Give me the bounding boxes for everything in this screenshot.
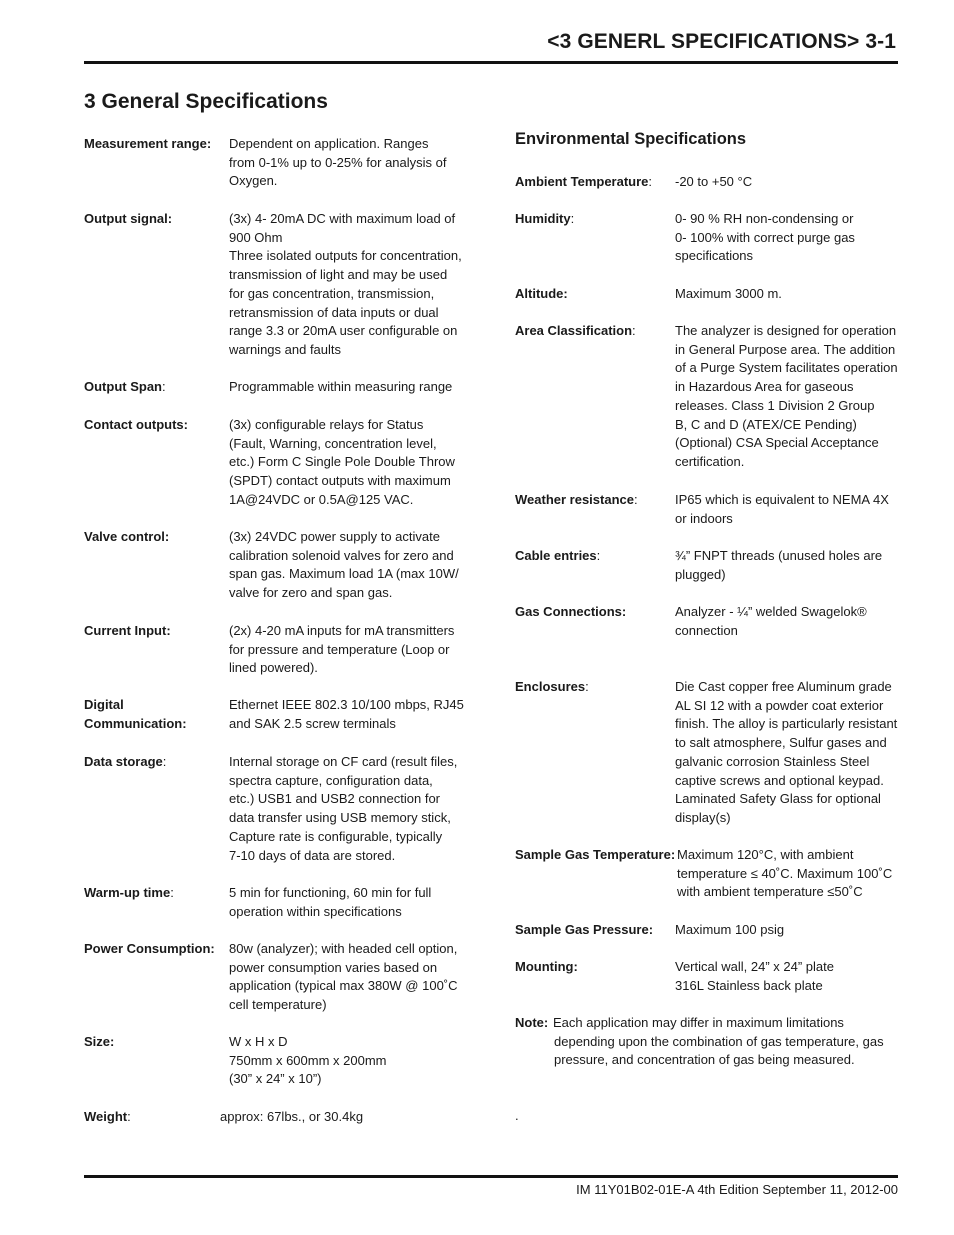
spec-value-line: (SPDT) contact outputs with maximum xyxy=(229,473,451,489)
spec-value-line: calibration solenoid valves for zero and xyxy=(229,547,454,563)
spec-value-line: captive screws and optional keypad. xyxy=(675,772,884,788)
spec-value xyxy=(229,378,452,397)
spec-value xyxy=(675,173,752,192)
spec-label-suffix: : xyxy=(127,1109,131,1124)
spec-value-line: Analyzer - ¼” welded Swagelok® xyxy=(675,604,867,619)
header-divider xyxy=(84,61,898,64)
spec-value-line: AL SI 12 with a powder coat exterior xyxy=(675,697,884,713)
spec-label xyxy=(84,696,187,733)
spec-value xyxy=(675,678,897,828)
spec-value-line: W x H x D xyxy=(229,1034,288,1049)
spec-label-text: Contact outputs: xyxy=(84,417,188,432)
spec-value-line: Dependent on application. Ranges xyxy=(229,136,429,151)
spec-value xyxy=(229,210,462,360)
spec-value xyxy=(229,416,455,510)
spec-value-line: Oxygen. xyxy=(229,173,278,189)
spec-value-line: warnings and faults xyxy=(229,341,342,357)
spec-value-line: Die Cast copper free Aluminum grade xyxy=(675,679,892,694)
spec-label xyxy=(515,322,636,341)
spec-label-text: Communication: xyxy=(84,715,187,731)
spec-value-line: approx: 67lbs., or 30.4kg xyxy=(220,1109,364,1124)
spec-label-suffix: : xyxy=(632,323,636,338)
stray-period: . xyxy=(515,1108,519,1123)
spec-value-line: (3x) configurable relays for Status xyxy=(229,417,424,432)
spec-label xyxy=(515,491,638,510)
spec-value-line: to salt atmosphere, Sulfur gases and xyxy=(675,735,887,751)
section-title: 3 General Specifications xyxy=(84,90,328,113)
spec-value-line: display(s) xyxy=(675,809,731,825)
spec-value xyxy=(229,884,431,921)
spec-label-text: Ambient Temperature: xyxy=(515,174,653,189)
spec-value-line: 7-10 days of data are stored. xyxy=(229,847,396,863)
spec-label-suffix: : xyxy=(585,679,589,694)
spec-label xyxy=(84,1033,114,1052)
spec-label xyxy=(84,1108,131,1127)
spec-value-line: finish. The alloy is particularly resistant xyxy=(675,716,898,732)
spec-value-line: for gas concentration, transmission, xyxy=(229,285,435,301)
spec-value-line: Maximum 100 psig xyxy=(675,922,785,937)
spec-value-line: 1A@24VDC or 0.5A@125 VAC. xyxy=(229,491,414,507)
spec-value xyxy=(675,491,889,528)
spec-value-line: range 3.3 or 20mA user configurable on xyxy=(229,323,458,339)
spec-value-line: 0- 90 % RH non-condensing or xyxy=(675,211,854,226)
spec-value-line: connection xyxy=(675,622,738,638)
document-footer: IM 11Y01B02-01E-A 4th Edition September 11, 2012-00 xyxy=(576,1182,898,1197)
spec-value-line: 0- 100% with correct purge gas xyxy=(675,229,855,245)
spec-label-suffix: : xyxy=(170,885,174,900)
spec-value-line: Laminated Safety Glass for optional xyxy=(675,791,881,807)
spec-label xyxy=(84,622,171,641)
spec-label-suffix: : xyxy=(570,211,575,226)
spec-label-text: Sample Gas Temperature: xyxy=(515,847,676,862)
spec-value xyxy=(675,603,867,640)
spec-label xyxy=(515,603,626,622)
spec-value-line: temperature ≤ 40˚C. Maximum 100˚C xyxy=(677,865,893,881)
spec-value xyxy=(675,547,882,584)
spec-value-line: Programmable within measuring range xyxy=(229,379,453,394)
spec-value-line: from 0-1% up to 0-25% for analysis of xyxy=(229,154,447,170)
spec-value-line: or indoors xyxy=(675,510,733,526)
spec-label-text: Output Span: xyxy=(84,379,166,394)
spec-value-line: certification. xyxy=(675,453,745,469)
spec-label xyxy=(84,940,215,959)
spec-label xyxy=(515,846,675,865)
environmental-specs-title: Environmental Specifications xyxy=(515,130,747,148)
spec-label-suffix: : xyxy=(162,379,166,394)
spec-value-line: data transfer using USB memory stick, xyxy=(229,810,451,826)
spec-label xyxy=(515,678,589,697)
spec-label-text: Measurement range: xyxy=(84,136,212,151)
spec-value-line: releases. Class 1 Division 2 Group xyxy=(675,397,875,413)
spec-label-text: Cable entries: xyxy=(515,548,601,563)
spec-value-line: (Fault, Warning, concentration level, xyxy=(229,435,437,451)
spec-value xyxy=(675,958,834,995)
spec-value-line: 80w (analyzer); with headed cell option, xyxy=(229,941,458,956)
spec-label xyxy=(515,210,574,229)
spec-value-line: in General Purpose area. The addition xyxy=(675,341,896,357)
spec-label-text: Mounting: xyxy=(515,959,578,974)
spec-label xyxy=(84,378,166,397)
spec-label-text: Digital xyxy=(84,697,124,712)
spec-label xyxy=(84,528,169,547)
spec-value-line: etc.) Form C Single Pole Double Throw xyxy=(229,454,455,470)
spec-value-line: retransmission of data inputs or dual xyxy=(229,304,439,320)
spec-value xyxy=(677,846,892,902)
spec-value xyxy=(229,622,454,678)
note-label: Note: xyxy=(515,1015,549,1030)
spec-value-line: 750mm x 600mm x 200mm xyxy=(229,1052,387,1068)
spec-label-text: Power Consumption: xyxy=(84,941,215,956)
spec-value xyxy=(675,921,784,940)
spec-label xyxy=(515,173,652,192)
spec-label-text: Current Input: xyxy=(84,623,171,638)
spec-value xyxy=(675,322,898,472)
spec-value-line: etc.) USB1 and USB2 connection for xyxy=(229,791,441,807)
spec-value-line: Three isolated outputs for concentration, xyxy=(229,248,462,264)
spec-value xyxy=(229,696,464,733)
spec-label-text: Humidity: xyxy=(515,211,575,226)
spec-value-line: Maximum 3000 m. xyxy=(675,286,782,301)
spec-value-line: (2x) 4-20 mA inputs for mA transmitters xyxy=(229,623,455,638)
spec-value-line: ¾” FNPT threads (unused holes are xyxy=(675,548,883,563)
spec-value xyxy=(229,940,458,1015)
spec-label xyxy=(84,884,174,903)
spec-label xyxy=(515,958,578,977)
spec-label xyxy=(84,210,172,229)
spec-label-text: Data storage: xyxy=(84,754,167,769)
spec-value-line: for pressure and temperature (Loop or xyxy=(229,641,450,657)
spec-value-line: IP65 which is equivalent to NEMA 4X xyxy=(675,492,889,507)
spec-label xyxy=(515,285,568,304)
spec-label-text: Enclosures: xyxy=(515,679,589,694)
spec-value xyxy=(229,135,447,191)
note-line: pressure, and concentration of gas being measured. xyxy=(554,1052,855,1068)
spec-label xyxy=(515,547,600,566)
spec-value-line: Internal storage on CF card (result files, xyxy=(229,754,458,769)
spec-value-line: (Optional) CSA Special Acceptance xyxy=(675,435,879,451)
spec-label xyxy=(84,753,166,772)
spec-value xyxy=(229,1033,387,1089)
spec-label-suffix: : xyxy=(648,174,653,189)
spec-label-text: Valve control: xyxy=(84,529,170,544)
spec-label-text: Sample Gas Pressure: xyxy=(515,922,654,937)
note-line: Each application may differ in maximum limitations xyxy=(553,1015,844,1030)
spec-value-line: transmission of light and may be used xyxy=(229,267,448,283)
spec-label-text: Output signal: xyxy=(84,211,173,226)
spec-value-line: spectra capture, configuration data, xyxy=(229,772,433,788)
note-line: depending upon the combination of gas temperature, gas xyxy=(554,1033,884,1049)
spec-label-text: Weight: xyxy=(84,1109,131,1124)
spec-label-text: Warm-up time: xyxy=(84,885,174,900)
spec-label-text: Size: xyxy=(84,1034,115,1049)
spec-label-text: Weather resistance: xyxy=(515,492,638,507)
spec-value-line: span gas. Maximum load 1A (max 10W/ xyxy=(229,566,459,582)
spec-value-line: Ethernet IEEE 802.3 10/100 mbps, RJ45 xyxy=(229,697,464,712)
spec-value-line: of a Purge System facilitates operation xyxy=(675,360,898,376)
spec-value-line: 900 Ohm xyxy=(229,229,283,245)
page-header-title: <3 GENERL SPECIFICATIONS> 3-1 xyxy=(547,30,896,53)
spec-value-line: plugged) xyxy=(675,566,726,582)
spec-label xyxy=(84,416,188,435)
spec-value-line: operation within specifications xyxy=(229,903,402,919)
spec-value-line: in Hazardous Area for gaseous xyxy=(675,379,854,395)
spec-value-line: (3x) 4- 20mA DC with maximum load of xyxy=(229,211,456,226)
spec-value-line: lined powered). xyxy=(229,660,318,676)
spec-value-line: The analyzer is designed for operation xyxy=(675,323,897,338)
spec-label-text: Altitude: xyxy=(515,286,568,301)
spec-value-line: 5 min for functioning, 60 min for full xyxy=(229,885,432,900)
spec-value-line: application (typical max 380W @ 100˚C xyxy=(229,978,458,994)
spec-value-line: Capture rate is configurable, typically xyxy=(229,828,443,844)
spec-label-suffix: : xyxy=(162,754,167,769)
spec-label xyxy=(84,135,211,154)
spec-label-text: Area Classification: xyxy=(515,323,636,338)
spec-value-line: valve for zero and span gas. xyxy=(229,585,393,601)
spec-value xyxy=(229,528,459,603)
spec-label xyxy=(515,921,653,940)
spec-value-line: (30” x 24” x 10”) xyxy=(229,1071,322,1087)
spec-label-text: Gas Connections: xyxy=(515,604,627,619)
spec-value-line: power consumption varies based on xyxy=(229,959,438,975)
spec-value xyxy=(229,753,457,865)
spec-value-line: Vertical wall, 24” x 24” plate xyxy=(675,959,834,974)
spec-value xyxy=(220,1108,363,1127)
footer-divider xyxy=(84,1175,898,1178)
spec-value xyxy=(675,285,782,304)
spec-value-line: and SAK 2.5 screw terminals xyxy=(229,715,396,731)
spec-value-line: specifications xyxy=(675,248,754,264)
spec-label-suffix: : xyxy=(596,548,601,563)
spec-value-line: galvanic corrosion Stainless Steel xyxy=(675,753,870,769)
spec-value-line: (3x) 24VDC power supply to activate xyxy=(229,529,440,544)
spec-value-line: with ambient temperature ≤50˚C xyxy=(677,884,863,900)
spec-value-line: 316L Stainless back plate xyxy=(675,977,823,993)
spec-value-line: cell temperature) xyxy=(229,997,327,1013)
spec-value-line: -20 to +50 °C xyxy=(675,174,753,189)
spec-value-line: Maximum 120°C, with ambient xyxy=(677,847,854,862)
spec-value-line: B, C and D (ATEX/CE Pending) xyxy=(675,416,857,432)
spec-value xyxy=(675,210,855,266)
spec-label-suffix: : xyxy=(634,492,638,507)
